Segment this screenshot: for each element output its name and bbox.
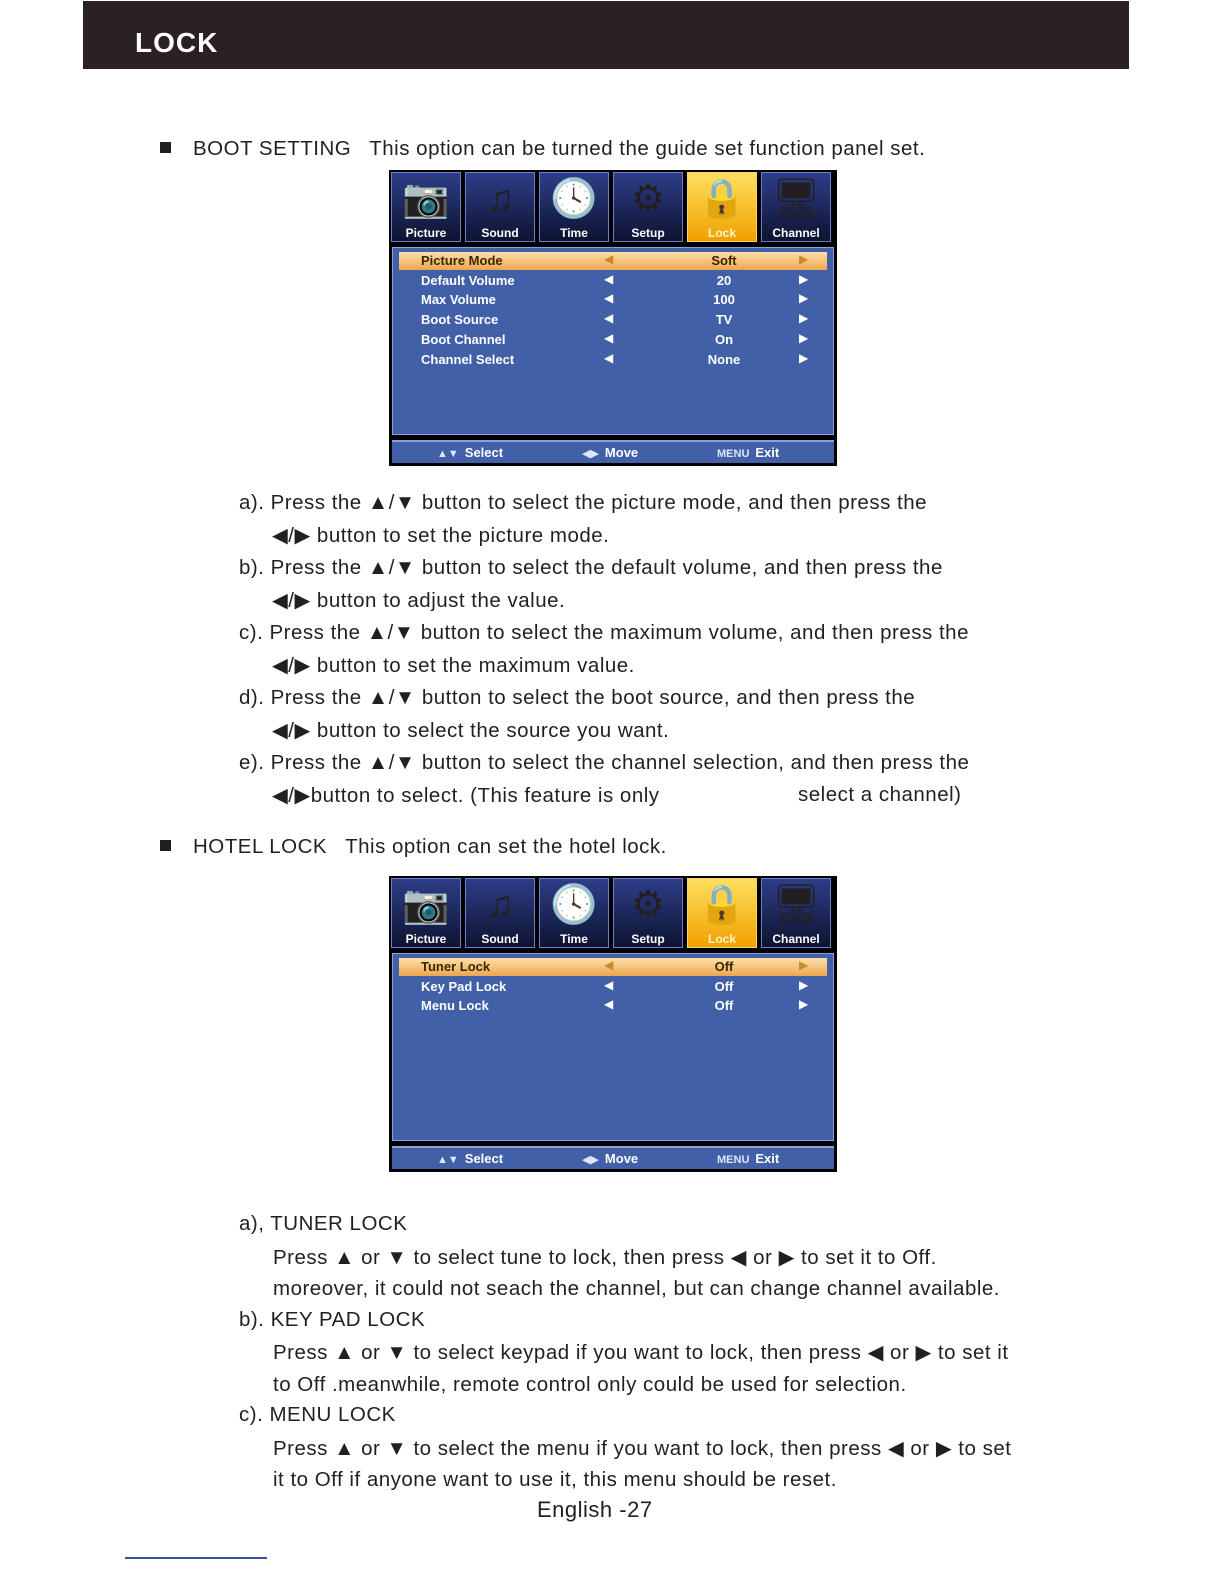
arrow-right-icon: ▶	[799, 350, 809, 365]
tab-label: Setup	[631, 226, 665, 240]
menu-row[interactable]	[399, 311, 827, 329]
arrow-right-icon: ▶	[799, 330, 809, 345]
arrow-left-icon: ◀	[604, 252, 614, 266]
boot-step-line: d). Press the ▲/▼ button to select the boot source, and then press the	[239, 686, 916, 709]
tab-label: Time	[560, 932, 588, 946]
menu-row-label: Picture Mode	[421, 253, 503, 268]
tab-label: Picture	[405, 226, 447, 240]
arrow-left-icon: ◀	[604, 350, 614, 365]
up-down-keys-icon: ▲▼	[437, 1154, 459, 1166]
hint-label: Move	[604, 445, 639, 460]
music-note-icon: ♫	[485, 178, 515, 220]
hint-move	[582, 1151, 638, 1166]
boot-step-line: ◀/▶ button to set the picture mode.	[272, 524, 610, 547]
left-right-keys-icon: ◀▶	[582, 448, 599, 460]
hotel-lock-desc: This option can set the hotel lock.	[345, 835, 667, 858]
hotel-step-line: b). KEY PAD LOCK	[239, 1308, 426, 1331]
hint-select	[437, 1151, 503, 1166]
camera-icon: 📷	[402, 884, 450, 926]
tab-setup[interactable]	[613, 172, 683, 242]
tab-lock[interactable]	[687, 172, 757, 242]
menu-row-label: Tuner Lock	[421, 959, 491, 974]
up-down-keys-icon: ▲▼	[437, 448, 459, 460]
tab-label: Channel	[772, 226, 820, 240]
osd-hint-bar	[392, 440, 834, 463]
menu-row-value: Soft	[711, 253, 737, 268]
tab-label: Sound	[481, 226, 519, 240]
hint-exit	[717, 445, 779, 460]
hotel-step-line: Press ▲ or ▼ to select keypad if you want to lock, then press ◀ or ▶ to set it	[273, 1341, 1009, 1364]
tab-sound[interactable]	[465, 878, 535, 948]
arrow-right-icon: ▶	[799, 271, 809, 286]
monitor-icon: 🖥	[771, 178, 821, 220]
menu-row-label: Key Pad Lock	[421, 978, 507, 994]
tab-label: Time	[560, 226, 588, 240]
menu-row[interactable]	[399, 351, 827, 369]
boot-setting-desc: This option can be turned the guide set function panel set.	[369, 137, 926, 160]
clock-icon: 🕓	[550, 884, 598, 926]
menu-row[interactable]	[399, 331, 827, 349]
camera-icon: 📷	[402, 178, 450, 220]
menu-row-label: Channel Select	[421, 351, 515, 367]
osd-hint-bar	[392, 1146, 834, 1169]
arrow-left-icon: ◀	[604, 958, 614, 972]
tab-picture[interactable]	[391, 172, 461, 242]
boot-step-line: ◀/▶ button to select the source you want.	[272, 719, 670, 742]
hint-move	[582, 445, 638, 460]
tab-picture[interactable]	[391, 878, 461, 948]
music-note-icon: ♫	[485, 884, 515, 926]
page-number: English -27	[537, 1497, 653, 1522]
hint-label: Select	[464, 445, 504, 460]
menu-row[interactable]	[399, 997, 827, 1015]
arrow-left-icon: ◀	[604, 997, 614, 1012]
page-header	[83, 1, 1129, 69]
menu-row[interactable]	[399, 978, 827, 996]
menu-row-label: Boot Source	[421, 312, 499, 328]
hotel-step-line: moreover, it could not seach the channel, but can change channel available.	[273, 1277, 1000, 1300]
boot-setting-menu-screenshot	[389, 170, 837, 466]
osd-panel	[392, 247, 834, 435]
footer-divider	[125, 1557, 267, 1559]
hotel-lock-heading	[160, 835, 667, 859]
arrow-right-icon: ▶	[799, 977, 809, 992]
hint-label: Exit	[755, 1151, 780, 1166]
menu-row[interactable]	[399, 272, 827, 290]
tab-label: Channel	[772, 932, 820, 946]
hotel-step-line: Press ▲ or ▼ to select tune to lock, then press ◀ or ▶ to set it to Off.	[273, 1246, 937, 1269]
menu-row-value: Off	[714, 978, 734, 994]
menu-row-value: None	[707, 351, 741, 367]
hint-label: Move	[604, 1151, 639, 1166]
boot-step-line: b). Press the ▲/▼ button to select the default volume, and then press the	[239, 556, 943, 579]
left-right-keys-icon: ◀▶	[582, 1154, 599, 1166]
tab-label: Lock	[707, 226, 736, 240]
arrow-left-icon: ◀	[604, 291, 614, 306]
padlock-icon: 🔒	[698, 178, 746, 220]
hint-exit	[717, 1151, 779, 1166]
monitor-icon: 🖥	[771, 884, 821, 926]
menu-row-value: 100	[713, 292, 735, 308]
arrow-right-icon: ▶	[799, 997, 809, 1012]
tab-time[interactable]	[539, 172, 609, 242]
boot-step-line: ◀/▶ button to set the maximum value.	[272, 654, 635, 677]
boot-setting-title: BOOT SETTING	[193, 137, 352, 160]
tab-label: Picture	[405, 932, 447, 946]
tab-channel[interactable]	[761, 878, 831, 948]
arrow-left-icon: ◀	[604, 311, 614, 326]
osd-tab-bar	[391, 878, 835, 950]
tab-label: Lock	[707, 932, 736, 946]
arrow-left-icon: ◀	[604, 977, 614, 992]
osd-tab-bar	[391, 172, 835, 244]
hint-label: Exit	[755, 445, 780, 460]
menu-row[interactable]	[399, 252, 827, 270]
menu-row-value: 20	[716, 272, 732, 288]
arrow-right-icon: ▶	[799, 291, 809, 306]
arrow-right-icon: ▶	[799, 311, 809, 326]
menu-row-value: TV	[715, 312, 733, 328]
tab-label: Setup	[631, 932, 665, 946]
boot-step-line: c). Press the ▲/▼ button to select the maximum volume, and then press the	[239, 621, 969, 644]
tab-lock[interactable]	[687, 878, 757, 948]
hotel-step-line: to Off .meanwhile, remote control only could be used for selection.	[273, 1373, 907, 1396]
menu-row-label: Default Volume	[421, 272, 515, 288]
menu-row-label: Menu Lock	[421, 998, 489, 1014]
boot-step-line: e). Press the ▲/▼ button to select the channel selection, and then press the	[239, 751, 970, 774]
boot-step-line: ◀/▶ button to adjust the value.	[272, 589, 566, 612]
hotel-lock-title: HOTEL LOCK	[193, 835, 328, 858]
menu-key-icon: MENU	[717, 448, 750, 460]
hotel-lock-menu-screenshot	[389, 876, 837, 1172]
menu-row-value: On	[714, 331, 734, 347]
arrow-left-icon: ◀	[604, 271, 614, 286]
gear-wrench-icon: ⚙	[630, 884, 666, 926]
square-bullet-icon	[160, 142, 171, 153]
hint-label: Select	[464, 1151, 504, 1166]
menu-row[interactable]	[399, 958, 827, 976]
hotel-step-line: Press ▲ or ▼ to select the menu if you want to lock, then press ◀ or ▶ to set	[273, 1437, 1012, 1460]
boot-setting-heading	[160, 137, 925, 161]
osd-panel	[392, 953, 834, 1141]
tab-label: Sound	[481, 932, 519, 946]
menu-row-value: Off	[714, 959, 734, 974]
padlock-icon: 🔒	[698, 884, 746, 926]
tab-channel[interactable]	[761, 172, 831, 242]
tab-time[interactable]	[539, 878, 609, 948]
menu-key-icon: MENU	[717, 1154, 750, 1166]
hint-select	[437, 445, 503, 460]
arrow-right-icon: ▶	[799, 958, 809, 972]
tab-setup[interactable]	[613, 878, 683, 948]
gear-wrench-icon: ⚙	[630, 178, 666, 220]
menu-row-label: Max Volume	[421, 292, 496, 308]
square-bullet-icon	[160, 840, 171, 851]
menu-row[interactable]	[399, 291, 827, 309]
clock-icon: 🕓	[550, 178, 598, 220]
tab-sound[interactable]	[465, 172, 535, 242]
hotel-step-line: a), TUNER LOCK	[239, 1212, 408, 1235]
boot-step-line: ◀/▶button to select. (This feature is only	[272, 784, 660, 807]
boot-step-line: select a channel)	[798, 783, 962, 806]
hotel-step-line: c). MENU LOCK	[239, 1403, 396, 1426]
menu-row-value: Off	[714, 998, 734, 1014]
boot-step-line: a). Press the ▲/▼ button to select the picture mode, and then press the	[239, 491, 928, 514]
page-title: LOCK	[135, 27, 219, 58]
arrow-left-icon: ◀	[604, 330, 614, 345]
menu-row-label: Boot Channel	[421, 331, 506, 347]
arrow-right-icon: ▶	[799, 252, 809, 266]
hotel-step-line: it to Off if anyone want to use it, this menu should be reset.	[273, 1468, 837, 1491]
